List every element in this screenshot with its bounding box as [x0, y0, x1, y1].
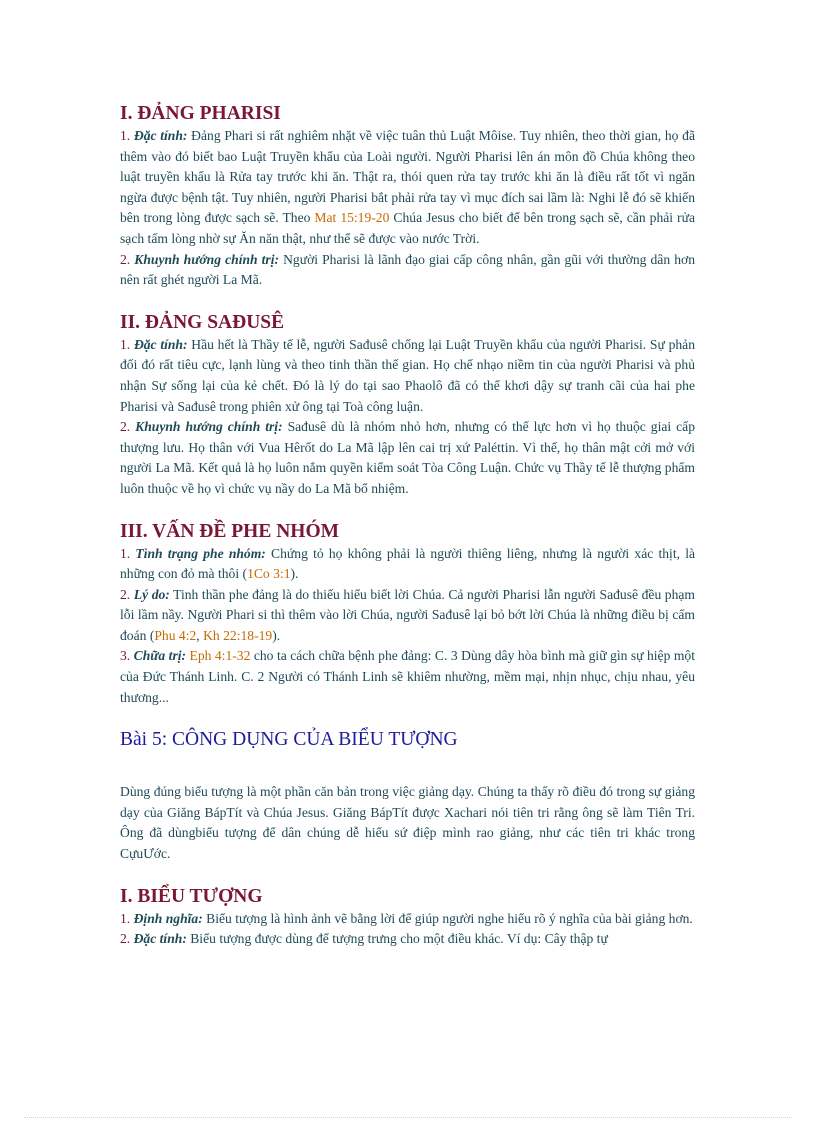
section-title-saducee: II. ĐẢNG SAĐUSÊ: [120, 311, 285, 333]
scripture-link[interactable]: Mat 15:19-20: [314, 210, 390, 226]
scripture-link[interactable]: 1Co 3:1: [247, 566, 291, 582]
item-text: Người Pharisi là lãnh đạo giai cấp công nhân, gần gũi với thường dân hơn nên rất ghét người La Mã.: [120, 251, 695, 288]
paragraph-faction-reason: [120, 585, 695, 647]
paragraph-saducee-politics: [120, 417, 695, 499]
lesson-title: Bài 5: CÔNG DỤNG CỦA BIỂU TƯỢNG: [120, 729, 458, 751]
item-text: Chứng tỏ họ không phải là người thiêng liêng, nhưng là người xác thịt, là những con đỏ mà thôi (: [120, 545, 696, 582]
item-label: Đặc tính:: [133, 931, 187, 947]
item-number: 1.: [120, 336, 134, 352]
scripture-link[interactable]: Eph 4:1-32: [189, 648, 251, 664]
item-number: 2.: [120, 586, 134, 602]
item-text: Hầu hết là Thầy tế lễ, người Sađusê chống lại Luật Truyền khẩu của người Pharisi. Sự phản đối đó rất tiêu cực, lạnh lùng và theo tinh thần thế gian. Họ chế nhạo niềm tin của người Pharisi và phủ nhận Sự sống lại của kẻ chết. Đó là lý do tại sao Phaolô đã có thể khơi dậy sự tranh cãi của hai phe Pharisi và Sađusê trong phiên xử ông tại Toà công luận.: [120, 336, 696, 414]
item-number: 2.: [120, 931, 134, 947]
paragraph-faction-state: [120, 544, 695, 585]
item-number: 1.: [120, 128, 134, 143]
scripture-link[interactable]: Phu 4:2: [154, 627, 197, 643]
page-bottom-rule: [24, 1117, 792, 1118]
item-text: ).: [290, 566, 299, 582]
item-text: Đảng Phari si rất nghiêm nhặt về việc tuân thủ Luật Môise. Tuy nhiên, theo thời gian, họ đã thêm vào đó biết bao Luật Truyền khẩu của Loài người. Người Pharisi lên án môn đồ Chúa không theo luật truyền khẩu là Rửa tay trước khi ăn. Thật ra, thói quen rửa tay trước khi ăn là điều rất tốt vì ngăn ngừa được bệnh tật. Tuy nhiên, người Pharisi bắt phải rửa tay vì mục đích sai lầm là: Nghi lễ đó sẽ khiến bên trong lòng được sạch sẽ. Theo: [120, 128, 696, 226]
scripture-link[interactable]: Kh 22:18-19: [203, 627, 273, 643]
paragraph-pharisi-politics: [120, 250, 695, 291]
item-text: Tinh thần phe đảng là do thiếu hiểu biết lời Chúa. Cả người Pharisi lẫn người Sađusê đều phạm lỗi lầm nầy. Người Phari si thì thêm vào lời Chúa, người Sađusê lại bỏ bớt lời Chúa là những điều bị cấm đoán (: [120, 586, 696, 643]
paragraph-symbol-characteristics: [120, 929, 695, 950]
item-text: ,: [196, 627, 204, 643]
item-number: 3.: [120, 648, 134, 664]
item-number: 2.: [120, 419, 136, 435]
item-text: Sađusê dù là nhóm nhỏ hơn, nhưng có thế lực hơn vì họ thuộc giai cấp thượng lưu. Họ thân với Vua Hêrốt do La Mã lập lên cai trị xứ Paléttin. Vì thế, họ thân mật cởi mở với người La Mã. Kết quả là họ luôn nắm quyền kiểm soát Tòa Công Luận. Chức vụ Thầy tế lễ thượng phẩm luôn thuộc về họ vì chức vụ nầy do La Mã bổ nhiệm.: [120, 419, 695, 496]
lesson-intro-paragraph: Dùng đúng biểu tượng là một phần căn bản trong việc giảng dạy. Chúng ta thấy rõ điều đó trong sự giảng dạy của Giăng BápTít và Chúa Jesus. Giăng BápTít được Xachari nói tiên tri rằng ông sẽ làm Tiên Tri. Ông đã dùngbiểu tượng để dân chúng dễ hiểu sứ điệp mình rao giảng, như các tiên tri khác trong CựuƯớc.: [120, 784, 695, 862]
item-text: Chúa Jesus cho biết để bên trong sạch sẽ, cần phải rửa sạch tấm lòng nhờ sự Ăn năn thật, như thể sẽ được vào nước Trời.: [120, 210, 695, 246]
item-label: Tình trạng phe nhóm:: [135, 545, 266, 561]
item-label: Khuynh hướng chính trị:: [134, 251, 280, 267]
item-number: 1.: [120, 910, 134, 926]
item-label: Lý do:: [133, 586, 170, 602]
item-label: Đặc tính:: [133, 128, 188, 143]
item-text: Biểu tượng là hình ảnh vẽ bằng lời để giúp người nghe hiểu rõ ý nghĩa của bài giảng hơn.: [202, 910, 693, 926]
item-number: 2.: [120, 251, 135, 267]
paragraph-faction-cure: [120, 646, 695, 708]
paragraph-saducee-characteristics: [120, 335, 695, 417]
item-text: ).: [272, 627, 281, 643]
item-label: Chữa trị:: [133, 648, 187, 664]
paragraph-pharisi-characteristics: [120, 126, 695, 250]
item-text: Biểu tượng được dùng để tượng trưng cho một điều khác. Ví dụ: Cây thập tự: [186, 931, 608, 947]
section-title-pharisi: I. ĐẢNG PHARISI: [120, 103, 281, 124]
section-title-symbol: I. BIỂU TƯỢNG: [120, 885, 263, 907]
section-title-factions: III. VẤN ĐỀ PHE NHÓM: [120, 520, 340, 542]
document-page: [120, 102, 695, 950]
paragraph-symbol-definition: [120, 909, 695, 930]
item-number: 1.: [120, 545, 136, 561]
item-label: Định nghĩa:: [133, 910, 203, 926]
item-text: cho ta cách chữa bệnh phe đảng: C. 3 Dùng dây hòa bình mà giữ gìn sự hiệp một của Đức Thánh Linh. C. 2 Người có Thánh Linh sẽ khiêm nhường, mềm mại, nhịn nhục, chịu nhau, yêu thương...: [120, 648, 695, 705]
item-label: Đặc tính:: [133, 336, 188, 352]
item-label: Khuynh hướng chính trị:: [135, 419, 283, 435]
